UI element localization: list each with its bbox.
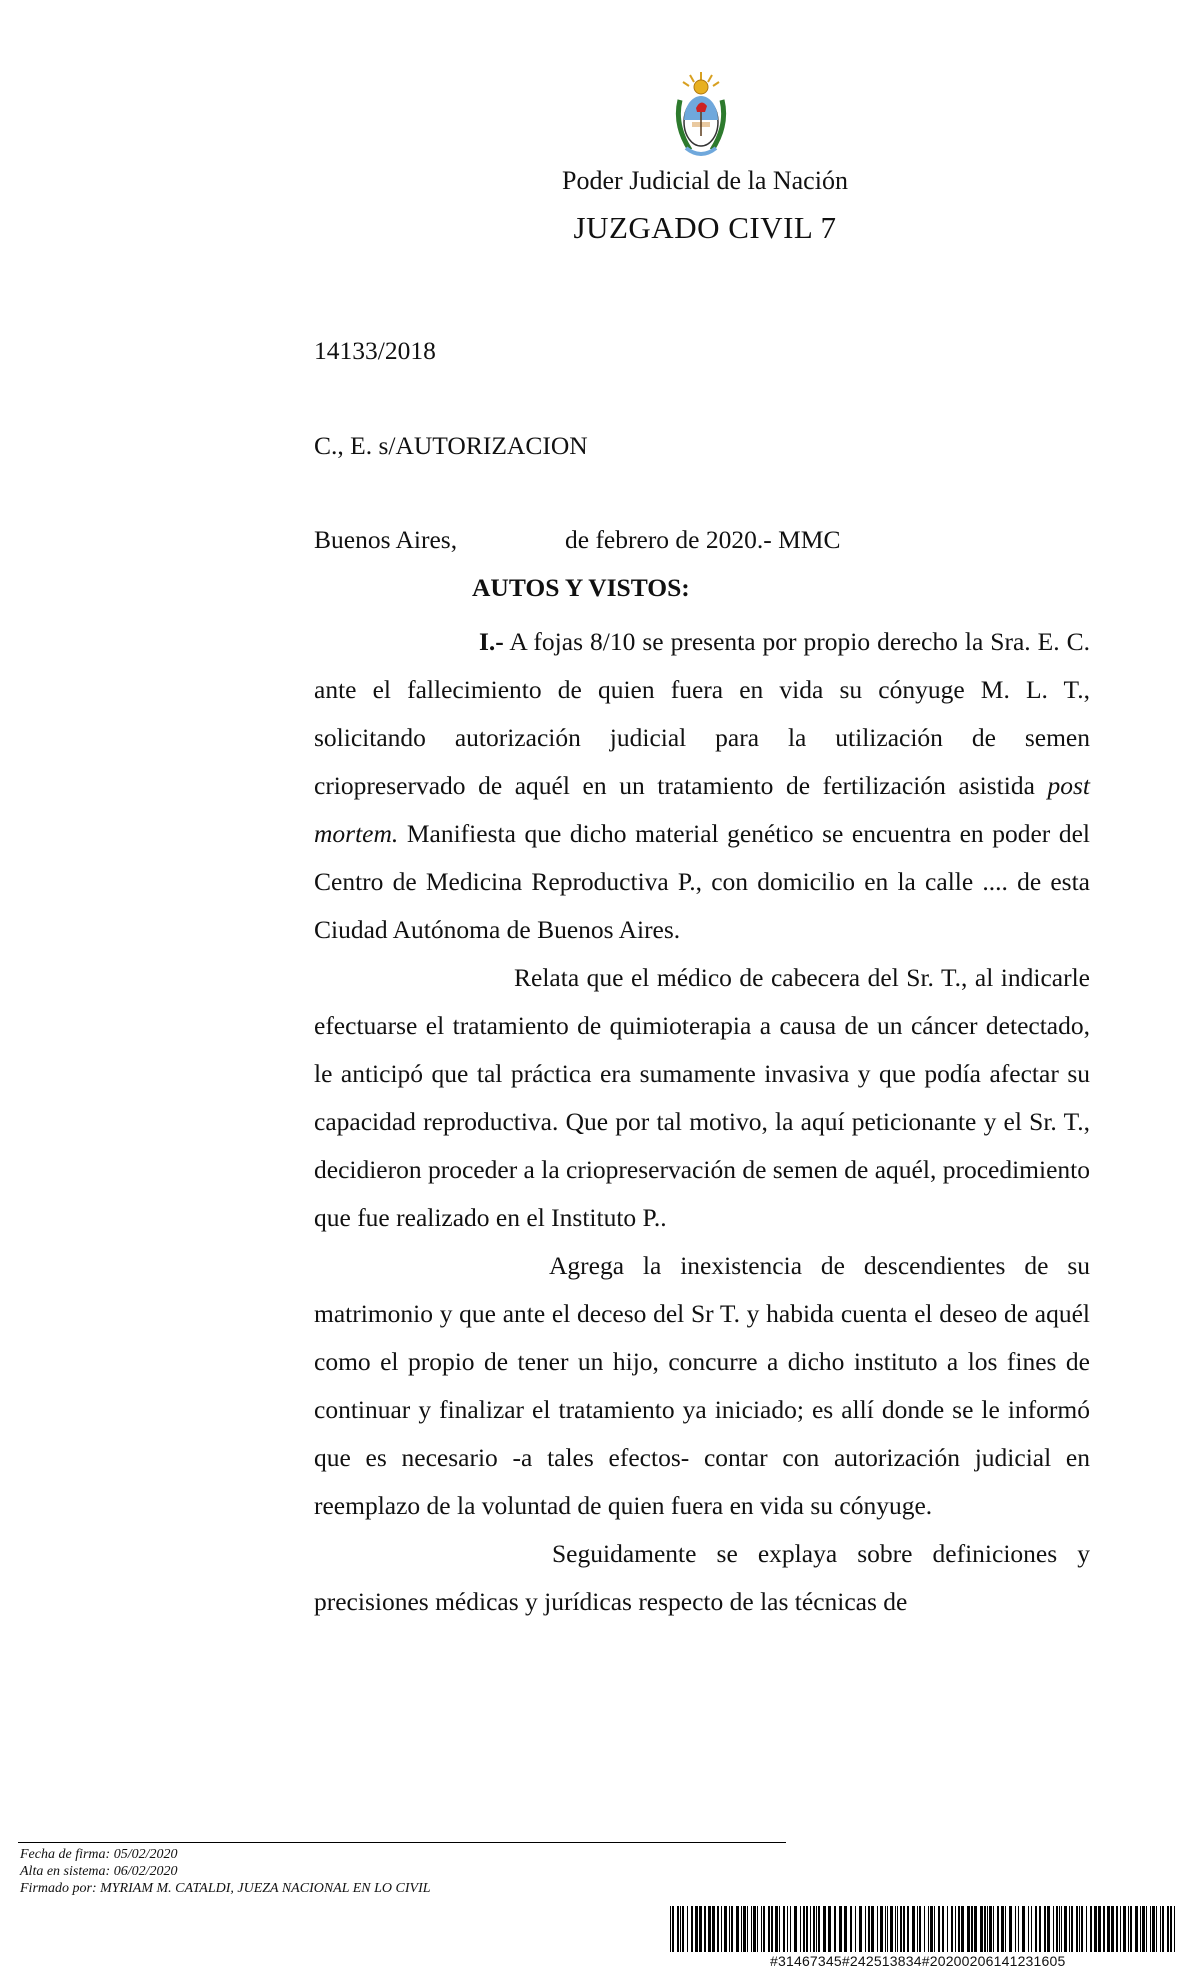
barcode-bar [1152,1906,1155,1952]
barcode-bar [912,1906,915,1952]
document-barcode [670,1906,1175,1952]
barcode-bar [747,1906,748,1952]
barcode-bar [928,1906,929,1952]
barcode-bar [670,1906,671,1952]
barcode-bar [816,1906,817,1952]
barcode-bar [729,1906,730,1952]
barcode-bar [844,1906,847,1952]
barcode-bar [958,1906,960,1952]
barcode-bar [1123,1906,1126,1952]
barcode-bar [768,1906,770,1952]
barcode-bar [1061,1906,1062,1952]
barcode-bar [1071,1906,1073,1952]
barcode-bar [779,1906,780,1952]
barcode-bar [895,1906,896,1952]
case-number: 14133/2018 [314,336,436,365]
barcode-bar [1098,1906,1101,1952]
barcode-bar [919,1906,921,1952]
barcode-bar [1135,1906,1138,1952]
coat-of-arms-seal [670,70,732,162]
barcode-bar [1015,1906,1016,1952]
barcode-bar [708,1906,711,1952]
barcode-bar [803,1906,805,1952]
signature-date: Fecha de firma: 05/02/2020 [20,1847,178,1862]
barcode-bar [818,1906,820,1952]
barcode-bar [1174,1906,1175,1952]
barcode-bar [955,1906,956,1952]
barcode-bar [813,1906,815,1952]
barcode-bar [736,1906,739,1952]
barcode-bar [938,1906,940,1952]
barcode-bar [887,1906,888,1952]
barcode-bar [1056,1906,1058,1952]
barcode-bar [1146,1906,1147,1952]
barcode-bar [1035,1906,1037,1952]
barcode-bar [810,1906,811,1952]
barcode-bar [1001,1906,1004,1952]
barcode-bar [885,1906,886,1952]
barcode-bar [880,1906,883,1952]
barcode-bar [1009,1906,1012,1952]
barcode-bar [865,1906,866,1952]
barcode-bar [947,1906,948,1952]
barcode-bar [967,1906,970,1952]
barcode-bar [1150,1906,1151,1952]
barcode-bar [680,1906,681,1952]
barcode-bar [1094,1906,1097,1952]
barcode-bar [877,1906,878,1952]
barcode-bar [1116,1906,1118,1952]
barcode-bar [1140,1906,1141,1952]
paragraph-1-tail: Manifiesta que dicho material genético se encuentra en poder del Centro de Medicina Reproductiva P., con domicilio en la calle .... de esta Ciudad Autónoma de Buenos Aires. [314,819,1090,944]
barcode-bar [1162,1906,1164,1952]
barcode-bar [1156,1906,1157,1952]
barcode-bar [855,1906,856,1952]
barcode-bar [1076,1906,1078,1952]
barcode-bar [1167,1906,1169,1952]
barcode-bar [1079,1906,1080,1952]
barcode-bar [672,1906,674,1952]
barcode-bar [974,1906,977,1952]
barcode-bar [1081,1906,1083,1952]
barcode-bar [1111,1906,1114,1952]
barcode-bar [1128,1906,1129,1952]
barcode-bar [787,1906,788,1952]
barcode-bar [682,1906,684,1952]
barcode-bar [771,1906,773,1952]
barcode-bar [687,1906,688,1952]
barcode-bar [724,1906,727,1952]
barcode-bar [1086,1906,1087,1952]
paragraph-1-text: A fojas 8/10 se presenta por propio derecho la Sra. E. C. ante el fallecimiento de quien fuera en vida su cónyuge M. L. T., solicitando autorización judicial para la utilización de semen criopreservado de aquél en un tratamiento de fertilización asistida [314,627,1090,800]
barcode-bar [828,1906,831,1952]
barcode-bar [984,1906,986,1952]
signature-footer [20,1846,431,1897]
barcode-bar [753,1906,756,1952]
barcode-bar [850,1906,852,1952]
barcode-bar [1142,1906,1145,1952]
barcode-bar [1039,1906,1041,1952]
barcode-bar [1069,1906,1070,1952]
barcode-bar [721,1906,722,1952]
barcode-bar [717,1906,719,1952]
paragraph-2: Relata que el médico de cabecera del Sr. T., al indicarle efectuarse el tratamiento de quimioterapia a causa de un cáncer detectado, le anticipó que tal práctica era sumamente invasiva y que podía afectar su capacidad reproductiva. Que por tal motivo, la aquí peticionante y el Sr. T., decidieron proceder a la criopreservación de semen de aquél, procedimiento que fue realizado en el Instituto P.. [314,963,1090,1232]
barcode-bar [1103,1906,1105,1952]
document-date: de febrero de 2020.- MMC [565,525,841,554]
barcode-bar [677,1906,679,1952]
barcode-bar [757,1906,758,1952]
barcode-bar [731,1906,733,1952]
barcode-bar [942,1906,944,1952]
barcode-bar [741,1906,742,1952]
barcode-bar [712,1906,715,1952]
barcode-bar [699,1906,702,1952]
barcode-number: #31467345#242513834#20200206141231605 [770,1953,1066,1969]
paragraph-1 [314,618,1090,954]
barcode-bar [1130,1906,1132,1952]
barcode-bar [1005,1906,1006,1952]
paragraph-1-lead: I.- [479,627,504,656]
system-date: Alta en sistema: 06/02/2020 [20,1864,178,1879]
footer-divider [18,1842,786,1843]
paragraph-1-italic: post mortem. [314,771,1090,848]
barcode-bar [823,1906,826,1952]
barcode-bar [763,1906,765,1952]
barcode-bar [1107,1906,1110,1952]
barcode-bar [997,1906,999,1952]
barcode-bar [987,1906,988,1952]
barcode-bar [924,1906,925,1952]
section-heading: AUTOS Y VISTOS: [472,573,690,602]
document-body [314,618,1090,1626]
barcode-bar [1160,1906,1161,1952]
place-label: Buenos Aires, [314,525,458,554]
court-name: Poder Judicial de la Nación [562,166,848,195]
barcode-bar [691,1906,693,1952]
barcode-bar [1031,1906,1032,1952]
barcode-bar [859,1906,862,1952]
barcode-bar [900,1906,902,1952]
barcode-bar [989,1906,992,1952]
barcode-bar [907,1906,909,1952]
barcode-bar [794,1906,797,1952]
barcode-bar [761,1906,762,1952]
barcode-bar [1018,1906,1019,1952]
case-title: C., E. s/AUTORIZACION [314,431,588,460]
barcode-bar [930,1906,933,1952]
barcode-bar [1090,1906,1092,1952]
barcode-bar [1059,1906,1060,1952]
paragraph-4: Seguidamente se explaya sobre definiciones y precisiones médicas y jurídicas respecto de las técnicas de [314,1539,1090,1616]
barcode-bar [800,1906,801,1952]
barcode-bar [868,1906,870,1952]
barcode-bar [775,1906,778,1952]
barcode-bar [751,1906,752,1952]
barcode-bar [993,1906,994,1952]
barcode-bar [890,1906,893,1952]
barcode-bar [951,1906,953,1952]
barcode-bar [834,1906,836,1952]
signed-by: Firmado por: MYRIAM M. CATALDI, JUEZA NACIONAL EN LO CIVIL [20,1881,431,1896]
barcode-bar [1064,1906,1067,1952]
paragraph-3: Agrega la inexistencia de descendientes de su matrimonio y que ante el deceso del Sr T. y habida cuenta el deseo de aquél como el propio de tener un hijo, concurre a dicho instituto a los fines de continuar y finalizar el tratamiento ya iniciado; es allí donde se le informó que es necesario -a tales efectos- contar con autorización judicial en reemplazo de la voluntad de quien fuera en vida su cónyuge. [314,1251,1090,1520]
barcode-bar [903,1906,905,1952]
barcode-bar [783,1906,785,1952]
barcode-bar [934,1906,935,1952]
barcode-bar [695,1906,698,1952]
barcode-bar [743,1906,746,1952]
barcode-bar [806,1906,808,1952]
barcode-bar [897,1906,898,1952]
barcode-bar [839,1906,842,1952]
barcode-bar [980,1906,983,1952]
barcode-bar [1053,1906,1054,1952]
barcode-bar [1047,1906,1050,1952]
barcode-bar [961,1906,964,1952]
barcode-bar [1022,1906,1025,1952]
barcode-bar [1044,1906,1046,1952]
barcode-bar [1120,1906,1121,1952]
juzgado-name: JUZGADO CIVIL 7 [573,210,837,245]
barcode-bar [790,1906,791,1952]
barcode-bar [871,1906,874,1952]
barcode-bar [704,1906,706,1952]
barcode-bar [1028,1906,1029,1952]
barcode-bar [917,1906,918,1952]
barcode-bar [971,1906,973,1952]
barcode-bar [1170,1906,1172,1952]
